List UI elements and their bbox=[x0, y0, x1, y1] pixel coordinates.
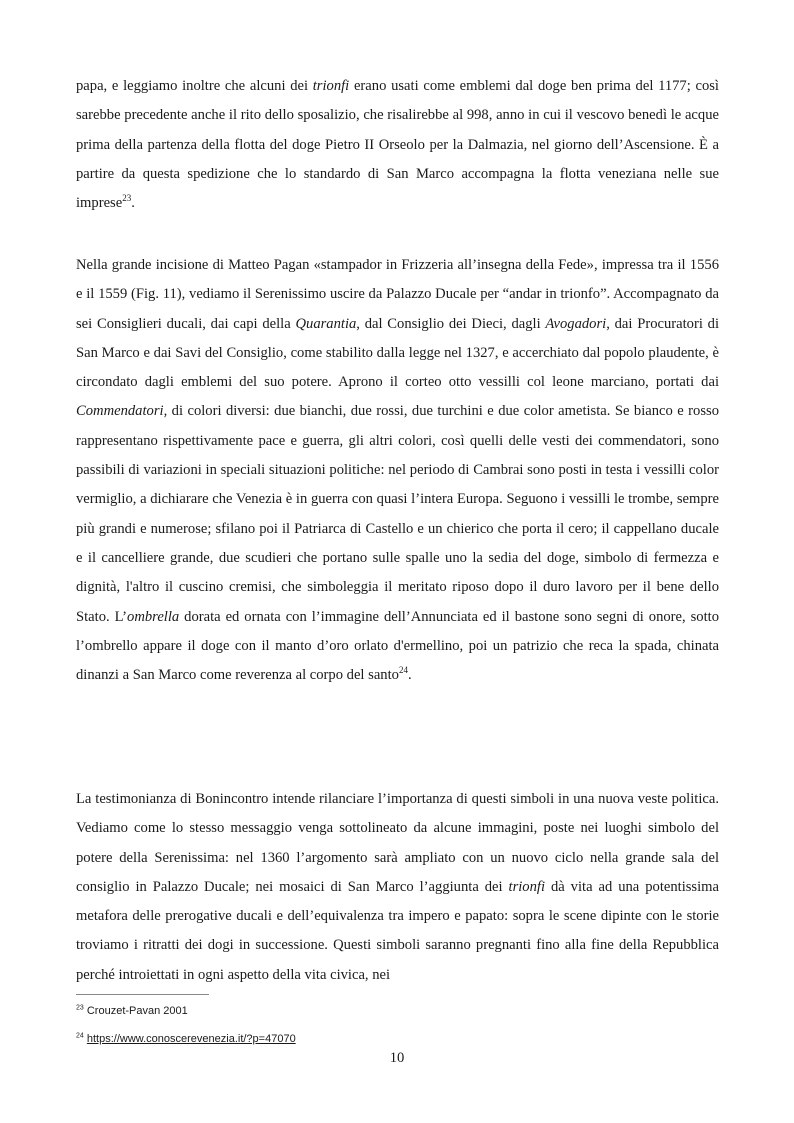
text-run: La testimonianza di Bonincontro intende rilanciare l’importanza di questi simboli in una nuova veste politica. Vediamo come lo stesso messaggio venga sottolineato da alcune immagini, poste nei luoghi simbolo del potere della Serenissima: nel 1360 l’argomento sarà ampliato con un nuovo ciclo nella grande sala del consiglio in Palazzo Ducale; nei mosaici di San Marco l’aggiunta dei bbox=[76, 791, 719, 895]
text-run: dorata ed ornata con l’immagine dell’Annunciata ed il bastone sono segni di onore, sotto l’ombrello appare il doge con il manto d’oro orlato d'ermellino, poi un patrizio che reca la spada, chinata dinanzi a San Marco come reverenza al corpo del santo bbox=[76, 608, 720, 684]
text-run: Nella grande incisione di Matteo Pagan «stampador in Frizzeria all’insegna della Fede», impressa tra il 1556 e il 1559 (Fig. 11), vediamo il Serenissimo uscire da Palazzo Ducale per “andar in trionfo”. Accompagnato da sei Consiglieri ducali, dai capi della bbox=[76, 257, 719, 332]
text-run: erano usati come emblemi dal doge ben prima del 1177; così sarebbe precedente anche il rito dello sposalizio, che risalirebbe al 998, anno in cui il vescovo benedì le acque prima della partenza della flotta del doge Pietro II Orseolo per la Dalmazia, nel giorno dell’Ascensione. È a partire da questa spedizione che lo standardo di San Marco accompagna la flotta veneziana nelle sue imprese bbox=[76, 78, 719, 212]
text-run: di colori diversi: due bianchi, due rossi, due turchini e due color ametista. Se bianco e rosso rappresentano rispettivamente pace e guerra, gli altri colori, così quelli delle vesti dei commendatori, sono passibili di variazioni in speciali situazioni politiche: nel periodo di Cambrai sono posti in testa i vessilli color vermiglio, a dichiarare che Venezia è in guerra con quasi l’intera Europa. Seguono i vessilli le trombe, sempre più grandi e numerose; sfilano poi il Patriarca di Castello e un chierico che porta il cero; il cappellano ducale e il cancelliere grande, due scudieri che portano sulle spalle uno la sedia del doge, simbolo di fermezza e dignità, l'altro il cuscino cremisi, che simboleggia il meritato riposo dopo il duro lavoro per il bene dello Stato. L’ bbox=[76, 403, 719, 625]
text-run: . bbox=[131, 195, 135, 212]
text-run: dà vita ad una potentissima metafora delle prerogative ducali e dell’equivalenza tra impero e papato: sopra le scene dipinte con le storie troviamo i ritratti dei dogi in successione. Questi simboli saranno pregnanti fino alla fine della Repubblica perché introiettati in ogni aspetto della vita civica, nei bbox=[76, 878, 719, 983]
footnote-24 bbox=[76, 1032, 296, 1046]
body-paragraph-1 bbox=[76, 72, 719, 218]
footnote-number: 24 bbox=[76, 1032, 84, 1040]
body-paragraph-2 bbox=[76, 251, 719, 690]
italic-term: ombrella bbox=[127, 608, 180, 625]
footnote-number: 23 bbox=[76, 1004, 84, 1012]
italic-term: trionfi bbox=[508, 878, 546, 895]
italic-term: Quarantia bbox=[295, 315, 357, 332]
footnote-separator bbox=[76, 994, 209, 995]
page-number: 10 bbox=[389, 1050, 405, 1066]
body-paragraph-3 bbox=[76, 785, 719, 990]
text-run: papa, e leggiamo inoltre che alcuni dei bbox=[76, 78, 313, 94]
italic-term: Commendatori, bbox=[76, 403, 168, 420]
footnote-link[interactable]: https://www.conoscerevenezia.it/?p=47070 bbox=[86, 1033, 296, 1045]
footnote-ref: 24 bbox=[398, 665, 408, 676]
footnote-23 bbox=[76, 1004, 188, 1018]
text-run: , dal Consiglio dei Dieci, dagli bbox=[356, 315, 546, 332]
text-run: . bbox=[407, 667, 412, 684]
italic-term: trionfi bbox=[312, 78, 350, 94]
text-run: , dai Procuratori di San Marco e dai Savi del Consiglio, come stabilito dalla legge nel 1327, e accerchiato dal popolo plaudente, è circondato dagli emblemi del suo potere. Aprono il corteo otto vessilli col leone marciano, portati dai bbox=[76, 315, 719, 391]
italic-term: Avogadori bbox=[545, 315, 607, 332]
footnote-ref: 23 bbox=[122, 193, 132, 204]
footnote-text: Crouzet-Pavan 2001 bbox=[86, 1005, 188, 1017]
